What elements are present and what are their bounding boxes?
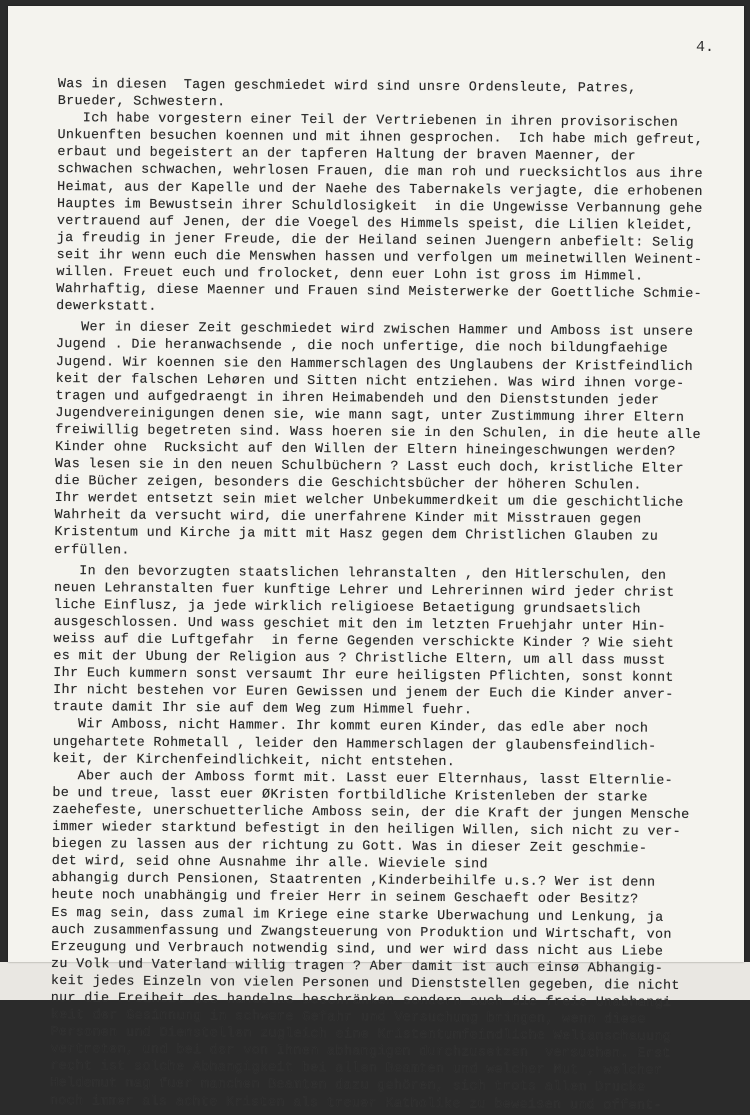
text-line: Hauptes im Bewustsein ihrer Schuldlosigkeit in die Ungewisse Verbannung gehe bbox=[56, 196, 703, 217]
text-line: vertreten, und bei der von Ihnen abhangigen durchzusetzen versuchen. Erst bbox=[50, 1042, 671, 1063]
text-line: dewerkstatt. bbox=[56, 299, 157, 316]
text-line: noch immer als achte Kristen als treuer Katholike zu beweisen und offent- bbox=[49, 1093, 663, 1114]
text-line: Heldemut mag fuer manchen Beamten dazu gehören, sich trots allem Drucke bbox=[50, 1076, 646, 1097]
text-line: willen. Freuet euch und frolocket, denn euer Lohn ist gross im Himmel. bbox=[56, 265, 644, 285]
text-line: Wir Amboss, nicht Hammer. Ihr kommt euren Kinder, das edle aber noch bbox=[52, 717, 649, 738]
text-line: auch zusammenfassung und Zwangsteuerung von Produktion und Wirtschaft, von bbox=[51, 922, 672, 943]
text-line: keit der Gesinnung in schwere Gefahr und Versuchung bringen, wenn diese bbox=[50, 1008, 647, 1028]
text-line: ausgeschlossen. Und wass geschiet mit den im letzten Fruehjahr unter Hin- bbox=[53, 614, 666, 635]
text-line: liche Einflusz, ja jede wirklich religioese Betaetigung grundsaetslich bbox=[53, 597, 641, 618]
text-line: biegen zu lassen aus der richtung zu Gott. Was in dieser Zeit geschmie- bbox=[51, 837, 648, 857]
page-number: 4. bbox=[696, 39, 715, 56]
text-line: det wird, seid ohne Ausnahme ihr alle. Wieviele sind bbox=[51, 854, 488, 873]
text-line: vertrauend auf Jenen, der die Voegel des Himmels speist, die Lilien kleidet, bbox=[56, 213, 695, 234]
text-line: Was in diesen Tagen geschmiedet wird sind unsre Ordensleute, Patres, bbox=[57, 76, 637, 97]
text-line: schwachen schwachen, wehrlosen Frauen, die man roh und ruecksichtlos aus ihre bbox=[57, 162, 704, 183]
text-line: neuen Lehranstalten fuer kunftige Lehrer und Lehrerinnen wird jeder christ bbox=[53, 580, 675, 601]
text-line: nur die Freiheit des handelns beschränken sondern auch die freie Unabhangi bbox=[50, 990, 672, 1011]
text-line: Unkuenften besuchen koennen und mit ihnen gesprochen. Ich habe mich gefreut, bbox=[57, 128, 704, 149]
typewritten-page bbox=[8, 6, 744, 1114]
text-line: ja freudig in jener Freude, die der Heiland seinen Juengern anbefielt: Selig bbox=[56, 230, 695, 251]
text-line: Personen und Dienstellen zugleich eine Kristentumfeindliche Weltanschauung bbox=[50, 1025, 672, 1046]
text-line: seit ihr wenn euch die Menswhen hassen und verfolgen um meinetwillen Weinent- bbox=[56, 247, 703, 269]
text-line: erbaut und begeistert an der tapferen Haltung der braven Maenner, der bbox=[57, 145, 637, 165]
text-line: recht ist solche Abhangigkeit bei allen Beamten und welcher Mut , welcher bbox=[50, 1059, 663, 1080]
text-line: In den bevorzugten staatslichen lehranstalten , den Hitlerschulen, den bbox=[54, 563, 667, 584]
text-line: Ihr Euch kummern sonst versaumt Ihr eure heiligsten Pflichten, sonst konnt bbox=[53, 666, 674, 687]
text-line: Erzeugung und Verbrauch notwendig sind, und wer wird dass nicht aus Liebe bbox=[51, 939, 664, 960]
text-line: Heimat, aus der Kapelle und der Naehe des Tabernakels verjagte, die erhobenen bbox=[57, 179, 703, 200]
text-line: Ihr nicht bestehen vor Euren Gewissen und jenem der Euch die Kinder anver- bbox=[53, 683, 674, 704]
text-line: Jugend . Die heranwachsende , die noch unfertige, die noch bildungfaehige bbox=[55, 337, 669, 358]
text-line: freiwillig begetreten sind. Wass hoeren sie in den Schulen, in die heute alle bbox=[55, 422, 701, 443]
text-line: zu Volk und Vaterland willig tragen ? Aber damit ist auch einsø Abhangig- bbox=[50, 956, 664, 977]
text-line: abhangig durch Pensionen, Staatrenten ,Kinderbeihilfe u.s.? Wer ist denn bbox=[51, 871, 656, 892]
text-line: Ihr werdet entsetzt sein miet welcher Unbekummerdkeit um die geschichtliche bbox=[54, 491, 684, 512]
text-line: Aber auch der Amboss formt mit. Lasst euer Elternhaus, lasst Elternlie- bbox=[52, 768, 674, 789]
text-line: Was lesen sie in den neuen Schulbüchern ? Lasst euch doch, kristliche Elter bbox=[54, 457, 684, 477]
text-line: Jugendvereinigungen denen sie, wie mann sagt, unter Zustimmung ihrer Eltern bbox=[55, 405, 685, 426]
text-line: Ich habe vorgestern einer Teil der Vertriebenen in ihren provisorischen bbox=[57, 111, 679, 132]
text-line: be und treue, lasst euer ØKristen fortbildliche Kristenleben der starke bbox=[52, 785, 648, 806]
text-line: keit der falschen Lehøren und Sitten nicht entziehen. Was wird ihnen vorge- bbox=[55, 371, 685, 392]
text-line: zaehefeste, unerschuetterliche Amboss sein, der die Kraft der jungen Mensche bbox=[52, 802, 690, 823]
text-line: weiss auf die Luftgefahr in ferne Gegenden verschickte Kinder ? Wie sieht bbox=[53, 631, 675, 652]
text-line: Wahrheit da versucht wird, die unerfahrene Kinder mit Misstrauen gegen bbox=[54, 508, 642, 528]
text-line: es mit der Ubung der Religion aus ? Christliche Eltern, um all dass musst bbox=[53, 649, 666, 669]
text-line: ungehartete Rohmetall , leider den Hammerschlagen der glaubensfeindlich- bbox=[52, 734, 657, 755]
text-line: Wer in dieser Zeit geschmiedet wird zwischen Hammer und Amboss ist unsere bbox=[55, 320, 694, 341]
text-line: Kinder ohne Rucksicht auf den Willen der Eltern hineingeschwungen werden? bbox=[55, 439, 676, 460]
text-line: keit, der Kirchenfeindlichkeit, nicht entstehen. bbox=[52, 751, 456, 770]
text-line: Jugend. Wir koennen sie den Hammerschlagen des Unglaubens der Kristfeindlich bbox=[55, 354, 694, 375]
text-line: Brueder, Schwestern. bbox=[57, 94, 226, 111]
text-line: traute damit Ihr sie auf dem Weg zum Himmel fuehr. bbox=[52, 700, 473, 719]
text-line: heute noch unabhängig und freier Herr in seinem Geschaeft oder Besitz? bbox=[51, 888, 639, 908]
text-line: erfüllen. bbox=[54, 542, 130, 559]
text-line: immer wieder starktund befestigt in den heiligen Willen, sich nicht zu ver- bbox=[52, 820, 682, 840]
text-line: Kristentum und Kirche ja mitt mit Hasz gegen dem Christlichen Glauben zu bbox=[54, 525, 659, 546]
text-line: die Bücher zeigen, besonders die Geschichtsbücher der höheren Schulen. bbox=[54, 474, 642, 494]
text-line: Es mag sein, dass zumal im Kriege eine starke Uberwachung und Lenkung, ja bbox=[51, 905, 664, 926]
text-line: tragen und aufgedraengt in ihren Heimabendeh und den Dienststunden jeder bbox=[55, 388, 660, 409]
text-line: keit jedes Einzeln von vielen Personen und Dienststellen gegeben, die nicht bbox=[50, 973, 680, 994]
text-line: Wahrhaftig, diese Maenner und Frauen sind Meisterwerke der Goettliche Schmie- bbox=[56, 282, 703, 303]
body-text bbox=[50, 76, 748, 1115]
